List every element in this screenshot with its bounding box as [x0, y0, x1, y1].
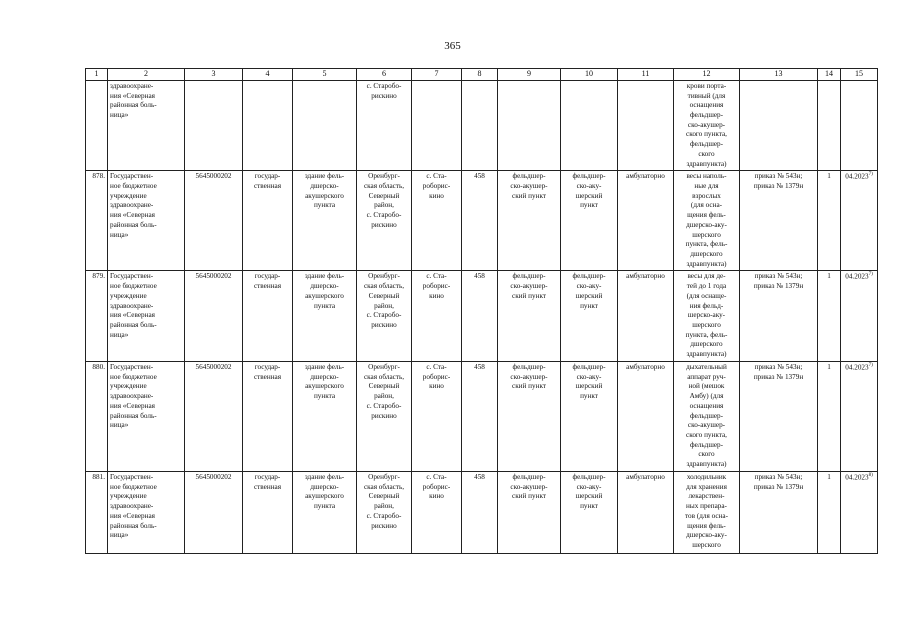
cell-facility-type: фельдшер- ско-акушер- ский пункт — [498, 171, 561, 271]
table-row — [86, 471, 878, 553]
cell-address: Оренбург- ская область, Северный район, с. Старобо- рискино — [357, 271, 412, 361]
column-number: 1 — [86, 69, 108, 81]
cell-building: здание фель- дшерско- акушерского пункта — [293, 171, 357, 271]
column-number: 14 — [818, 69, 841, 81]
column-number: 13 — [740, 69, 818, 81]
cell-num: 879. — [86, 271, 108, 361]
cell-code: 5645000202 — [185, 171, 243, 271]
column-number: 8 — [462, 69, 498, 81]
register-table — [85, 68, 878, 554]
cell-population: 458 — [462, 271, 498, 361]
cell-code: 5645000202 — [185, 361, 243, 471]
table-row — [86, 271, 878, 361]
table-row — [86, 361, 878, 471]
table-row — [86, 171, 878, 271]
cell-address: Оренбург- ская область, Северный район, с. Старобо- рискино — [357, 171, 412, 271]
cell-qty — [818, 80, 841, 170]
column-number: 7 — [412, 69, 462, 81]
cell-care-form: амбулаторно — [618, 471, 674, 553]
cell-unit: фельдшер- ско-аку- шерский пункт — [561, 471, 618, 553]
cell-orders — [740, 80, 818, 170]
column-number: 6 — [357, 69, 412, 81]
date-value: 04.2023 — [845, 473, 869, 482]
cell-date — [841, 271, 878, 361]
cell-num: 878. — [86, 171, 108, 271]
cell-care-form: амбулаторно — [618, 361, 674, 471]
footnote-mark: 7) — [868, 172, 873, 178]
cell-ownership: государ- ственная — [243, 171, 293, 271]
cell-address: Оренбург- ская область, Северный район, с. Старобо- рискино — [357, 471, 412, 553]
cell-num: 880. — [86, 361, 108, 471]
cell-ownership: государ- ственная — [243, 361, 293, 471]
cell-building: здание фель- дшерско- акушерского пункта — [293, 271, 357, 361]
footnote-mark: 7) — [868, 272, 873, 278]
cell-date — [841, 171, 878, 271]
column-number: 9 — [498, 69, 561, 81]
cell-organization: Государствен- ное бюджетное учреждение здравоохране- ния «Северная районная боль- ница» — [108, 361, 185, 471]
cell-unit — [561, 80, 618, 170]
cell-qty: 1 — [818, 361, 841, 471]
column-number: 4 — [243, 69, 293, 81]
cell-facility-type: фельдшер- ско-акушер- ский пункт — [498, 471, 561, 553]
cell-organization: Государствен- ное бюджетное учреждение здравоохране- ния «Северная районная боль- ница» — [108, 471, 185, 553]
cell-population: 458 — [462, 171, 498, 271]
cell-equipment: холодильник для хранения лекарствен- ных препара- тов (для осна- щения фель- дшерско-аку- шерского — [674, 471, 740, 553]
footnote-mark: 8) — [868, 472, 873, 478]
cell-qty: 1 — [818, 271, 841, 361]
cell-organization: здравоохране- ния «Северная районная боль- ница» — [108, 80, 185, 170]
cell-locality: с. Ста- роборис- кино — [412, 471, 462, 553]
cell-population: 458 — [462, 471, 498, 553]
cell-care-form: амбулаторно — [618, 171, 674, 271]
column-number: 10 — [561, 69, 618, 81]
cell-date — [841, 361, 878, 471]
cell-ownership: государ- ственная — [243, 271, 293, 361]
continuation-row — [86, 80, 878, 170]
cell-address: Оренбург- ская область, Северный район, с. Старобо- рискино — [357, 361, 412, 471]
date-value: 04.2023 — [845, 272, 869, 281]
cell-num: 881. — [86, 471, 108, 553]
column-number: 15 — [841, 69, 878, 81]
cell-building: здание фель- дшерско- акушерского пункта — [293, 471, 357, 553]
cell-facility-type: фельдшер- ско-акушер- ский пункт — [498, 271, 561, 361]
cell-organization: Государствен- ное бюджетное учреждение здравоохране- ния «Северная районная боль- ница» — [108, 171, 185, 271]
column-number: 11 — [618, 69, 674, 81]
cell-num — [86, 80, 108, 170]
cell-ownership — [243, 80, 293, 170]
date-value: 04.2023 — [845, 363, 869, 372]
cell-equipment: весы для де- тей до 1 года (для оснаще- ния фельд- шерско-аку- шерского пункта, фель- дшерского здравпункта) — [674, 271, 740, 361]
cell-building: здание фель- дшерско- акушерского пункта — [293, 361, 357, 471]
cell-locality: с. Ста- роборис- кино — [412, 171, 462, 271]
cell-equipment: крови порта- тивный (для оснащения фельдшер- ско-акушер- ского пункта, фельдшер- ского здравпункта) — [674, 80, 740, 170]
cell-ownership: государ- ственная — [243, 471, 293, 553]
column-number: 12 — [674, 69, 740, 81]
cell-equipment: весы наполь- ные для взрослых (для осна- щения фель- дшерско-аку- шерского пункта, фель- дшерского здравпункта) — [674, 171, 740, 271]
cell-unit: фельдшер- ско-аку- шерский пункт — [561, 171, 618, 271]
cell-qty: 1 — [818, 171, 841, 271]
cell-orders: приказ № 543н; приказ № 1379н — [740, 471, 818, 553]
cell-locality: с. Ста- роборис- кино — [412, 271, 462, 361]
cell-code: 5645000202 — [185, 271, 243, 361]
cell-code: 5645000202 — [185, 471, 243, 553]
cell-address: с. Старобо- рискино — [357, 80, 412, 170]
column-number: 3 — [185, 69, 243, 81]
column-number-row — [86, 69, 878, 81]
cell-building — [293, 80, 357, 170]
cell-care-form: амбулаторно — [618, 271, 674, 361]
cell-population — [462, 80, 498, 170]
cell-facility-type: фельдшер- ско-акушер- ский пункт — [498, 361, 561, 471]
column-number: 5 — [293, 69, 357, 81]
cell-care-form — [618, 80, 674, 170]
column-number: 2 — [108, 69, 185, 81]
cell-organization: Государствен- ное бюджетное учреждение здравоохране- ния «Северная районная боль- ница» — [108, 271, 185, 361]
cell-date — [841, 80, 878, 170]
cell-locality — [412, 80, 462, 170]
cell-orders: приказ № 543н; приказ № 1379н — [740, 361, 818, 471]
cell-qty: 1 — [818, 471, 841, 553]
cell-unit: фельдшер- ско-аку- шерский пункт — [561, 271, 618, 361]
cell-orders: приказ № 543н; приказ № 1379н — [740, 271, 818, 361]
footnote-mark: 7) — [868, 362, 873, 368]
cell-code — [185, 80, 243, 170]
cell-unit: фельдшер- ско-аку- шерский пункт — [561, 361, 618, 471]
page-number: 365 — [444, 40, 461, 52]
cell-equipment: дыхательный аппарат руч- ной (мешок Амбу) (для оснащения фельдшер- ско-акушер- ского пункта, фельдшер- ского здравпункта) — [674, 361, 740, 471]
cell-orders: приказ № 543н; приказ № 1379н — [740, 171, 818, 271]
cell-facility-type — [498, 80, 561, 170]
cell-date — [841, 471, 878, 553]
date-value: 04.2023 — [845, 172, 869, 181]
cell-locality: с. Ста- роборис- кино — [412, 361, 462, 471]
cell-population: 458 — [462, 361, 498, 471]
